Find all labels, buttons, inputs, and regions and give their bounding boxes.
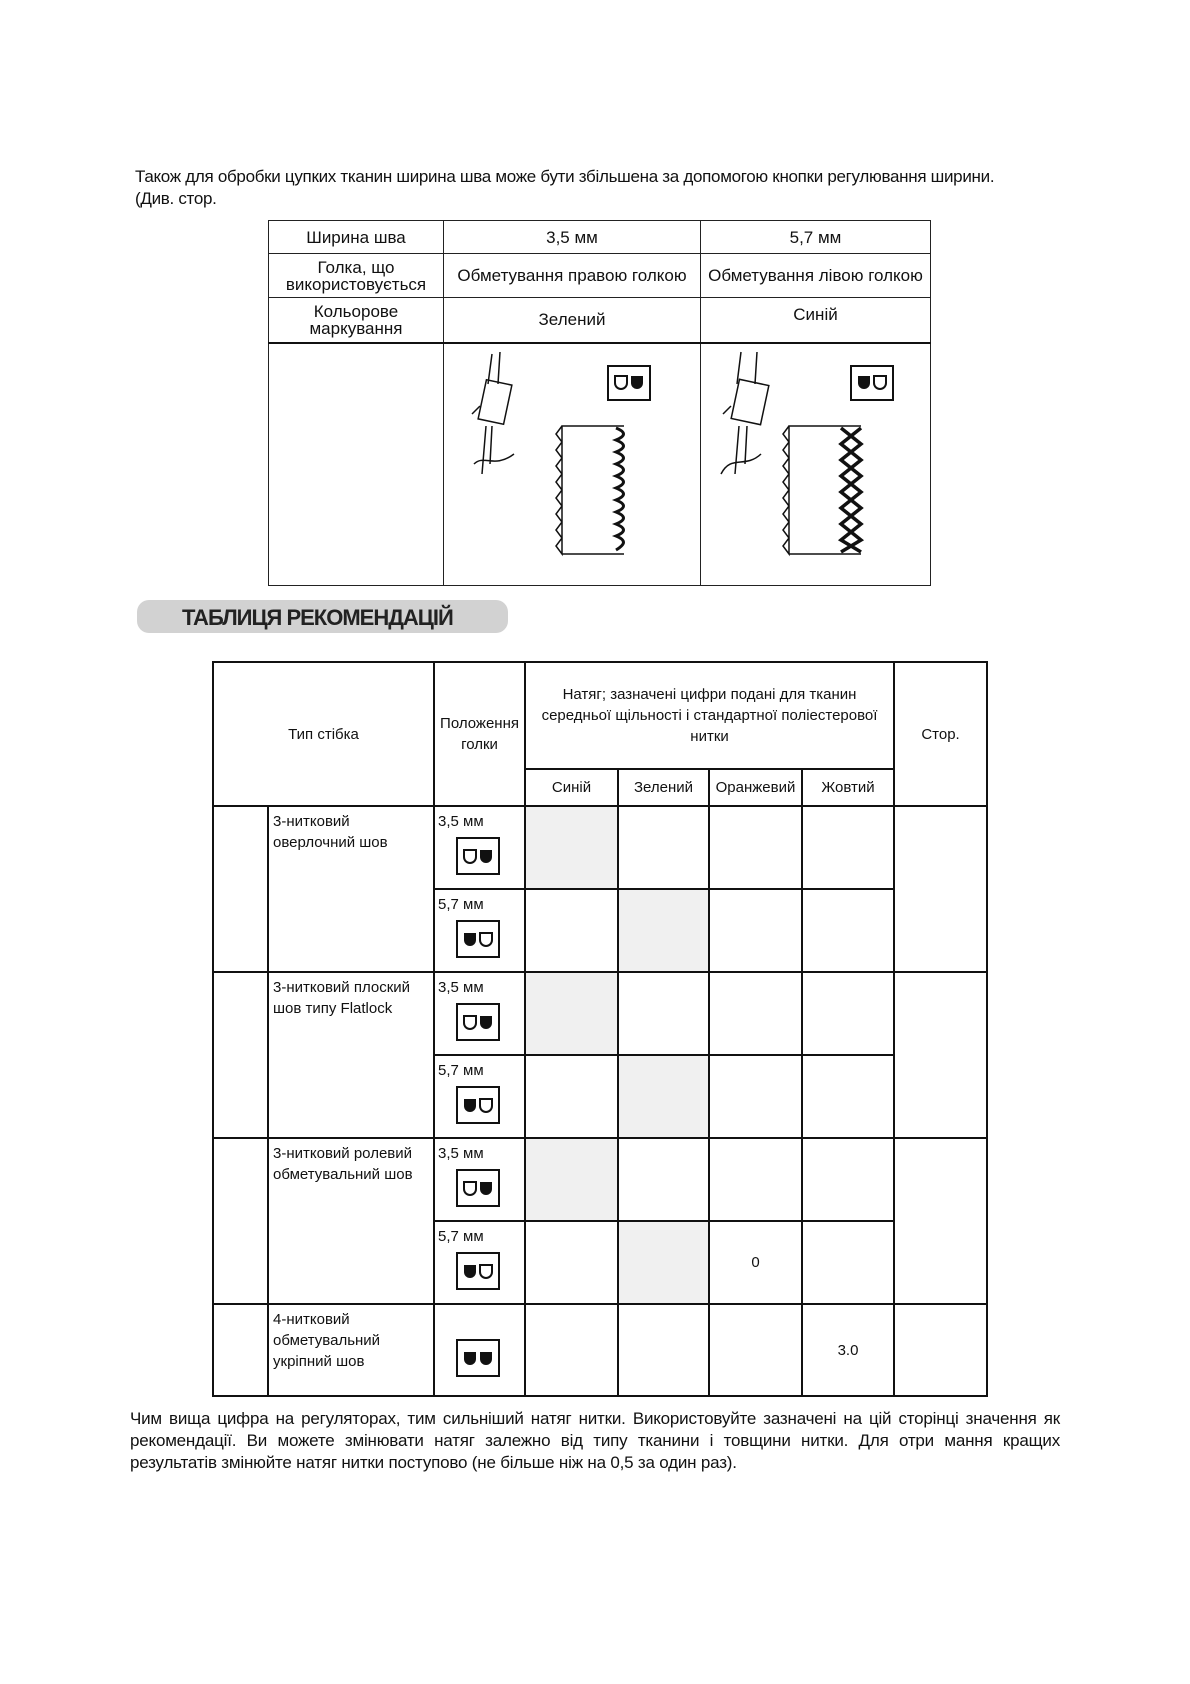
tension-value [802, 1138, 894, 1221]
needle-position-cell [434, 972, 525, 1055]
cell-value: Синій [701, 298, 931, 343]
tension-value: 0 [709, 1221, 802, 1304]
needle-position-icon [456, 1003, 500, 1041]
needle-position-cell [434, 889, 525, 972]
page-cell [894, 1138, 987, 1304]
stitch-type: 3-нитковий ролевий обметувальний шов [268, 1138, 434, 1304]
tension-note: Чим вища цифра на регуляторах, тим сильніший натяг нитки. Використовуйте зазначені на цій сторінці значення як рекомендації. Ви можете змінювати натяг залежно від типу тканини і товщини нитки. Для отри мання кращих результатів змінюйте натяг нитки поступово (не більше ніж на 0,5 за один раз). [130, 1409, 1060, 1472]
needle-position-cell [434, 1055, 525, 1138]
table-row [213, 1304, 987, 1396]
header-color-1: Зелений [618, 769, 709, 806]
intro-line: (Див. стор. [135, 189, 217, 208]
header-tension: Натяг; зазначені цифри подані для тканин середньої щільності і стандартної поліестерової нитки [525, 662, 894, 769]
needle-position-icon [456, 837, 500, 875]
section-title: ТАБЛИЦЯ РЕКОМЕНДАЦІЙ [182, 605, 453, 630]
empty-cell [269, 343, 444, 586]
table-row [213, 1138, 987, 1221]
tension-value: 3.0 [802, 1304, 894, 1396]
tension-value [802, 806, 894, 889]
empty-cell [213, 972, 268, 1138]
table-row [213, 806, 987, 889]
tension-value [709, 806, 802, 889]
tension-value [709, 889, 802, 972]
header-needle-position: Положення голки [434, 662, 525, 806]
stitch-type: 4-нитковий обметувальний укріпний шов [268, 1304, 434, 1396]
needle-position-cell [434, 1304, 525, 1396]
tension-value [525, 972, 618, 1055]
tension-value [618, 1304, 709, 1396]
stitch-width: 5,7 мм [438, 1062, 484, 1079]
illustration-right-needle [444, 343, 701, 586]
tension-value [802, 972, 894, 1055]
stitch-type: 3-нитковий плоский шов типу Flatlock [268, 972, 434, 1138]
tension-value [709, 1055, 802, 1138]
header-color-0: Синій [525, 769, 618, 806]
intro-line: Також для обробки цупких тканин ширина шва може бути збільшена за допомогою кнопки регулювання ширини. [135, 167, 995, 186]
cell-value: 5,7 мм [701, 221, 931, 254]
illustration-left-needle [701, 343, 931, 586]
cell-label: Кольорове маркування [269, 298, 444, 343]
tension-value [618, 889, 709, 972]
tension-value [618, 806, 709, 889]
needle-stitch-illustration [701, 344, 931, 582]
needle-position-icon [456, 1252, 500, 1290]
stitch-width: 5,7 мм [438, 1228, 484, 1245]
needle-position-cell [434, 1221, 525, 1304]
tension-value [802, 889, 894, 972]
needle-position-icon [456, 1169, 500, 1207]
recommendation-table [212, 661, 988, 1397]
cell-value: Обметування лівою голкою [701, 254, 931, 298]
page-cell [894, 972, 987, 1138]
needle-stitch-illustration [444, 344, 701, 582]
cell-value: Обметування правою голкою [444, 254, 701, 298]
tension-value [709, 1304, 802, 1396]
needle-position-icon [456, 1339, 500, 1377]
needle-position-icon [851, 366, 893, 400]
intro-paragraph [135, 166, 1075, 210]
header-page: Стор. [894, 662, 987, 806]
stitch-type: 3-нитковий оверлочний шов [268, 806, 434, 972]
tension-value [525, 806, 618, 889]
needle-position-icon [456, 920, 500, 958]
tension-value [525, 1221, 618, 1304]
cell-value: Зелений [444, 298, 701, 343]
stitch-width: 3,5 мм [438, 1145, 484, 1162]
tension-value [618, 1221, 709, 1304]
cell-value: 3,5 мм [444, 221, 701, 254]
cell-label: Голка, що використовується [269, 254, 444, 298]
header-stitch-type: Тип стібка [213, 662, 434, 806]
stitch-width: 3,5 мм [438, 813, 484, 830]
needle-position-icon [456, 1086, 500, 1124]
header-color-3: Жовтий [802, 769, 894, 806]
tension-value [525, 1304, 618, 1396]
page-cell [894, 806, 987, 972]
stitch-width: 5,7 мм [438, 896, 484, 913]
tension-value [802, 1221, 894, 1304]
needle-position-icon [608, 366, 650, 400]
tension-value [525, 889, 618, 972]
tension-value [618, 1055, 709, 1138]
empty-cell [213, 1304, 268, 1396]
empty-cell [213, 1138, 268, 1304]
tension-value [618, 1138, 709, 1221]
cell-label: Ширина шва [269, 221, 444, 254]
tension-value [525, 1055, 618, 1138]
needle-position-cell [434, 806, 525, 889]
empty-cell [213, 806, 268, 972]
tension-value [618, 972, 709, 1055]
tension-value [709, 1138, 802, 1221]
section-banner [137, 600, 508, 633]
tension-value [709, 972, 802, 1055]
stitch-width-table [268, 220, 931, 586]
page-cell [894, 1304, 987, 1396]
stitch-width: 3,5 мм [438, 979, 484, 996]
header-color-2: Оранжевий [709, 769, 802, 806]
tension-value [802, 1055, 894, 1138]
table-row [213, 972, 987, 1055]
tension-value [525, 1138, 618, 1221]
needle-position-cell [434, 1138, 525, 1221]
